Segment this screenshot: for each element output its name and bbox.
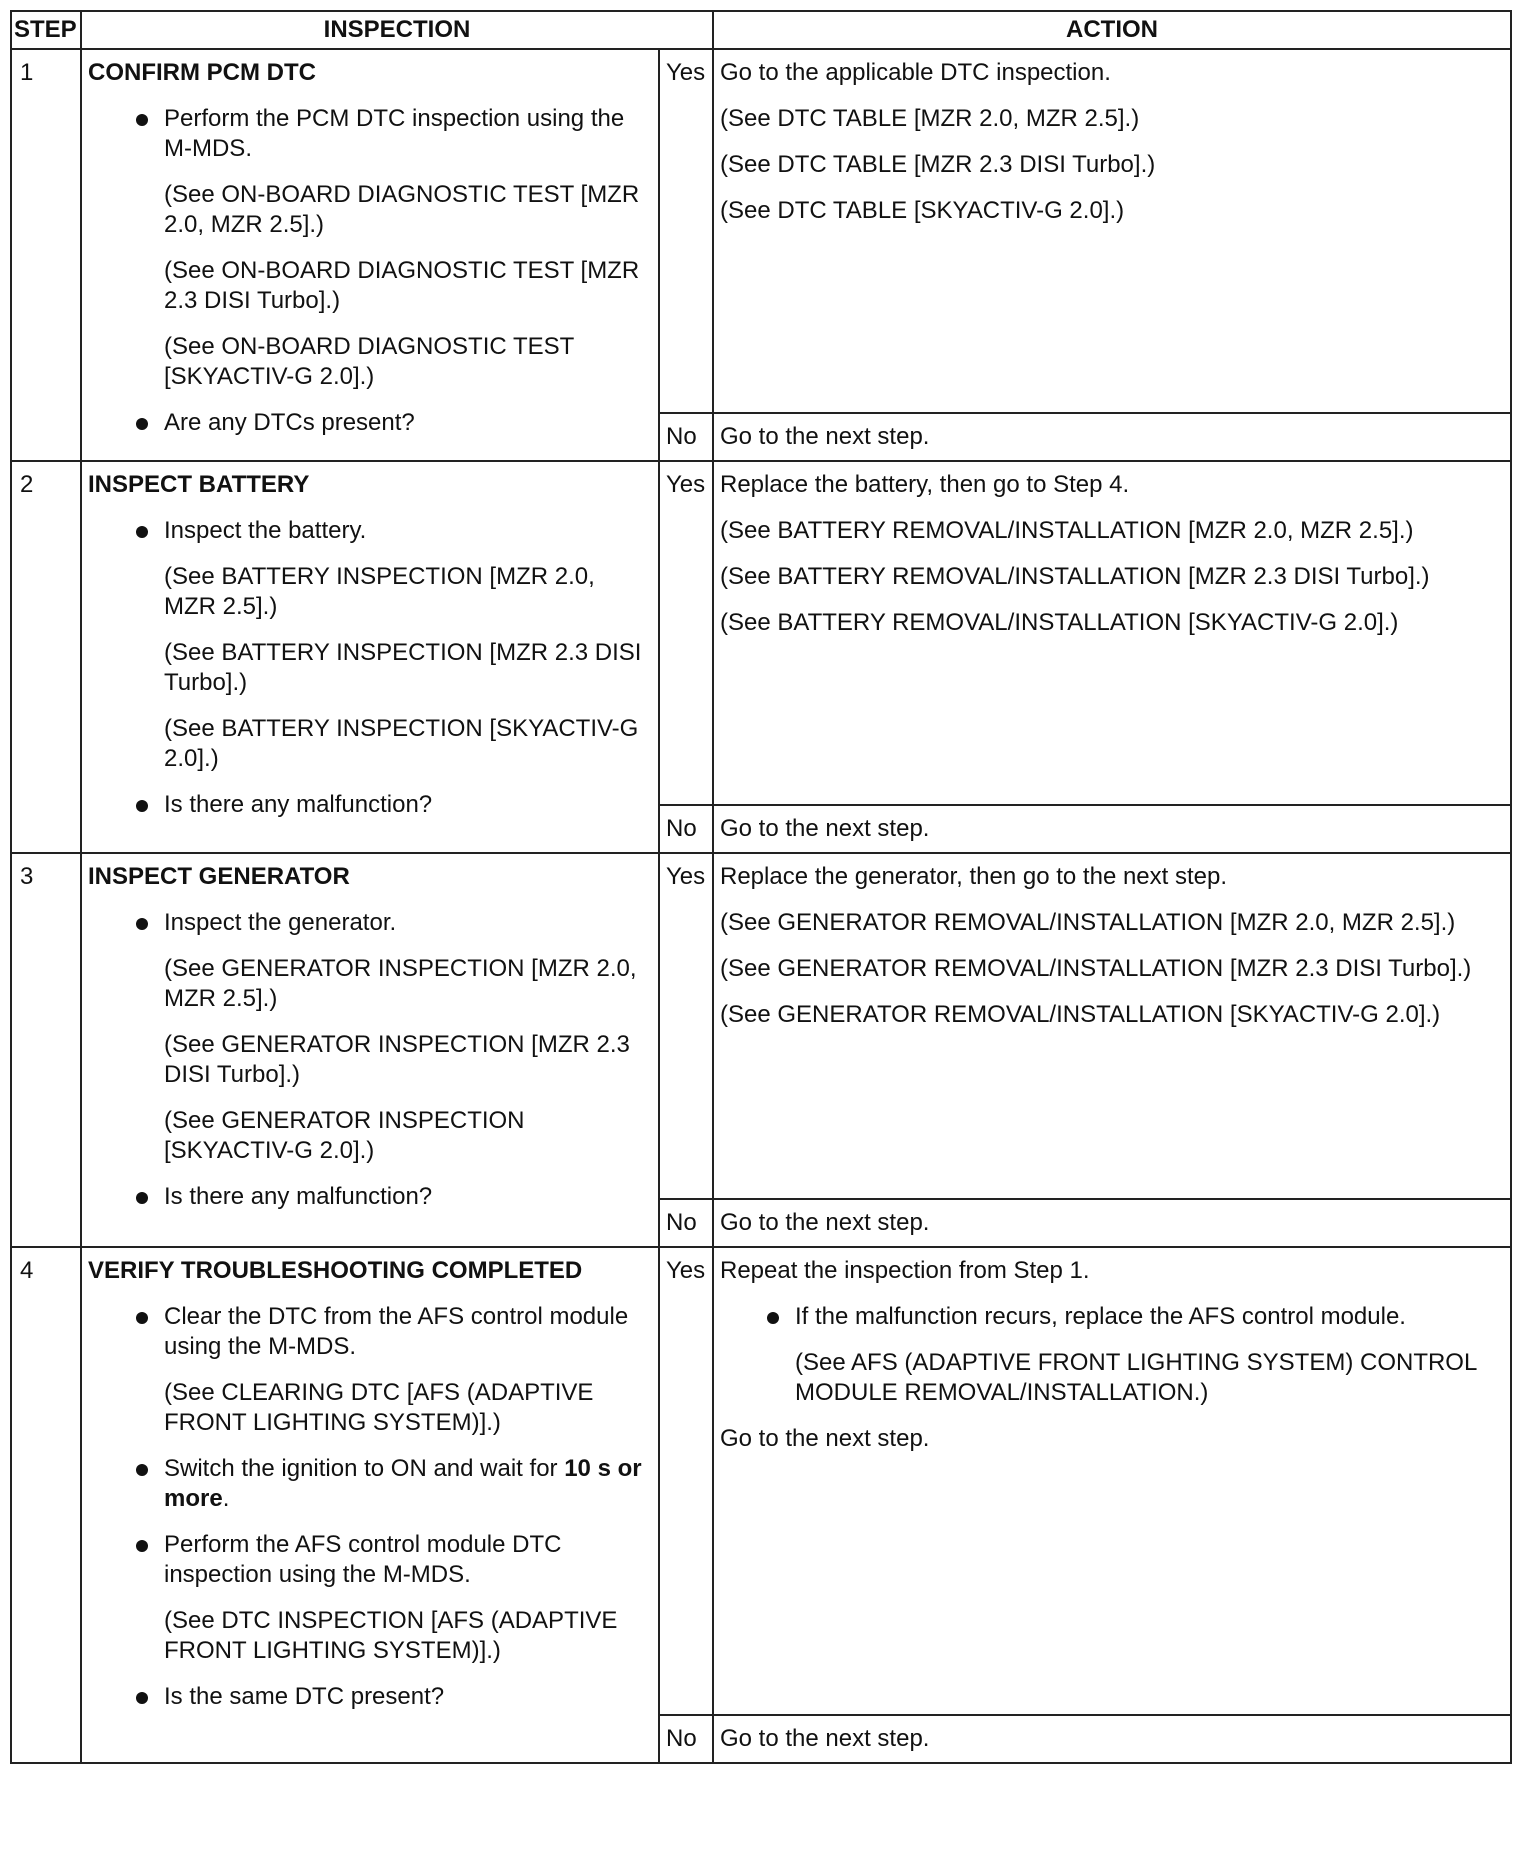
yes-label: Yes [659, 1247, 713, 1715]
action-reference[interactable]: (See AFS (ADAPTIVE FRONT LIGHTING SYSTEM) CONTROL MODULE REMOVAL/INSTALLATION.) [795, 1349, 1477, 1406]
step-number: 1 [11, 49, 81, 461]
no-action: Go to the next step. [713, 805, 1511, 853]
bullet-text: Switch the ignition to ON and wait for [164, 1455, 565, 1482]
inspection-bullet: Clear the DTC from the AFS control module using the M-MDS. [88, 1302, 652, 1362]
yes-label: Yes [659, 461, 713, 805]
inspection-reference[interactable]: (See GENERATOR INSPECTION [MZR 2.0, MZR 2.5].) [164, 955, 637, 1012]
inspection-reference[interactable]: (See CLEARING DTC [AFS (ADAPTIVE FRONT LIGHTING SYSTEM)].) [164, 1379, 594, 1436]
step-inspection [81, 853, 659, 1247]
inspection-reference[interactable]: (See GENERATOR INSPECTION [MZR 2.3 DISI Turbo].) [164, 1031, 630, 1088]
troubleshooting-table-container [10, 10, 1510, 1764]
step-inspection [81, 49, 659, 461]
action-reference[interactable]: (See BATTERY REMOVAL/INSTALLATION [MZR 2.3 DISI Turbo].) [720, 563, 1430, 590]
inspection-bullet: Perform the AFS control module DTC inspection using the M-MDS. [88, 1530, 652, 1590]
step-title: INSPECT BATTERY [88, 471, 310, 498]
step-1-yes-row [11, 49, 1511, 413]
inspection-reference[interactable]: (See ON-BOARD DIAGNOSTIC TEST [MZR 2.3 DISI Turbo].) [164, 257, 640, 314]
action-bullet: If the malfunction recurs, replace the AFS control module. [720, 1302, 1502, 1332]
no-action: Go to the next step. [713, 1715, 1511, 1763]
bullet-text-end: . [222, 1485, 230, 1512]
inspection-question: Is there any malfunction? [88, 1182, 652, 1212]
header-inspection: INSPECTION [81, 11, 713, 49]
step-2-yes-row [11, 461, 1511, 805]
inspection-reference[interactable]: (See BATTERY INSPECTION [MZR 2.0, MZR 2.5].) [164, 563, 595, 620]
no-label: No [659, 413, 713, 461]
inspection-question: Are any DTCs present? [88, 408, 652, 438]
action-text: Replace the generator, then go to the next step. [720, 863, 1228, 890]
no-action: Go to the next step. [713, 413, 1511, 461]
action-text: Go to the applicable DTC inspection. [720, 59, 1111, 86]
step-number: 2 [11, 461, 81, 853]
step-number: 3 [11, 853, 81, 1247]
action-reference[interactable]: (See DTC TABLE [MZR 2.0, MZR 2.5].) [720, 105, 1140, 132]
step-3-yes-row [11, 853, 1511, 1199]
step-number: 4 [11, 1247, 81, 1763]
action-reference[interactable]: (See DTC TABLE [SKYACTIV-G 2.0].) [720, 197, 1125, 224]
action-reference[interactable]: (See BATTERY REMOVAL/INSTALLATION [SKYACTIV-G 2.0].) [720, 609, 1399, 636]
no-action: Go to the next step. [713, 1199, 1511, 1247]
no-label: No [659, 1715, 713, 1763]
step-4-yes-row [11, 1247, 1511, 1715]
inspection-bullet: Perform the PCM DTC inspection using the M-MDS. [88, 104, 652, 164]
action-reference[interactable]: (See DTC TABLE [MZR 2.3 DISI Turbo].) [720, 151, 1156, 178]
action-text: Repeat the inspection from Step 1. [720, 1257, 1090, 1284]
yes-action [713, 461, 1511, 805]
inspection-reference[interactable]: (See BATTERY INSPECTION [SKYACTIV-G 2.0].) [164, 715, 639, 772]
step-title: INSPECT GENERATOR [88, 863, 350, 890]
inspection-bullet: Inspect the generator. [88, 908, 652, 938]
inspection-reference[interactable]: (See ON-BOARD DIAGNOSTIC TEST [MZR 2.0, MZR 2.5].) [164, 181, 640, 238]
header-step: STEP [11, 11, 81, 49]
step-title: VERIFY TROUBLESHOOTING COMPLETED [88, 1257, 583, 1284]
inspection-reference[interactable]: (See BATTERY INSPECTION [MZR 2.3 DISI Turbo].) [164, 639, 642, 696]
inspection-question: Is the same DTC present? [88, 1682, 652, 1712]
action-reference[interactable]: (See GENERATOR REMOVAL/INSTALLATION [MZR 2.3 DISI Turbo].) [720, 955, 1472, 982]
inspection-bullet: Inspect the battery. [88, 516, 652, 546]
yes-action [713, 49, 1511, 413]
yes-action [713, 853, 1511, 1199]
no-label: No [659, 805, 713, 853]
inspection-reference[interactable]: (See ON-BOARD DIAGNOSTIC TEST [SKYACTIV-G 2.0].) [164, 333, 574, 390]
no-label: No [659, 1199, 713, 1247]
yes-label: Yes [659, 853, 713, 1199]
yes-label: Yes [659, 49, 713, 413]
header-row [11, 11, 1511, 49]
action-reference[interactable]: (See GENERATOR REMOVAL/INSTALLATION [SKYACTIV-G 2.0].) [720, 1001, 1441, 1028]
action-text: Replace the battery, then go to Step 4. [720, 471, 1130, 498]
inspection-question: Is there any malfunction? [88, 790, 652, 820]
inspection-reference[interactable]: (See GENERATOR INSPECTION [SKYACTIV-G 2.0].) [164, 1107, 525, 1164]
troubleshooting-table [10, 10, 1512, 1764]
inspection-reference[interactable]: (See DTC INSPECTION [AFS (ADAPTIVE FRONT LIGHTING SYSTEM)].) [164, 1607, 618, 1664]
bullet-emphasis: 10 s or more [164, 1455, 642, 1512]
header-action: ACTION [713, 11, 1511, 49]
yes-action [713, 1247, 1511, 1715]
step-title: CONFIRM PCM DTC [88, 59, 316, 86]
inspection-bullet [88, 1454, 652, 1514]
step-inspection [81, 1247, 659, 1763]
step-inspection [81, 461, 659, 853]
action-text: Go to the next step. [720, 1425, 930, 1452]
action-reference[interactable]: (See GENERATOR REMOVAL/INSTALLATION [MZR 2.0, MZR 2.5].) [720, 909, 1456, 936]
action-reference[interactable]: (See BATTERY REMOVAL/INSTALLATION [MZR 2.0, MZR 2.5].) [720, 517, 1414, 544]
